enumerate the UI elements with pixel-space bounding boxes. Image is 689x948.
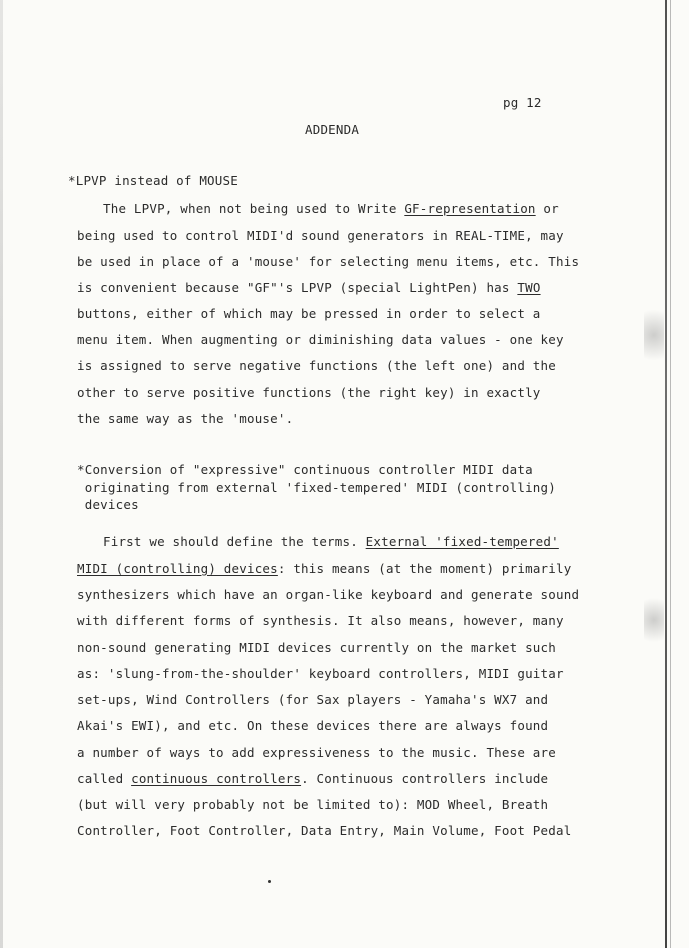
section1-title: *LPVP instead of MOUSE [68, 173, 238, 188]
scan-speckle [644, 590, 664, 650]
paragraph-line [103, 201, 559, 216]
paragraph-line: menu item. When augmenting or diminishing data values - one key [77, 332, 564, 347]
line-text: The LPVP, when not being used to Write [103, 201, 405, 216]
underlined-term: GF-representation [404, 201, 536, 216]
underlined-term: continuous controllers [131, 771, 302, 786]
paragraph-line: being used to control MIDI'd sound generators in REAL-TIME, may [77, 228, 564, 243]
underlined-term: External 'fixed-tempered' [365, 534, 559, 549]
paragraph-line: Controller, Foot Controller, Data Entry, Main Volume, Foot Pedal [77, 823, 572, 838]
paragraph-line: (but will very probably not be limited to): MOD Wheel, Breath [77, 797, 549, 812]
paragraph-line [77, 280, 541, 295]
line-text: is convenient because "GF"'s LPVP (special LightPen) has [77, 280, 518, 295]
paragraph-line: is assigned to serve negative functions (the left one) and the [77, 358, 556, 373]
paragraph-line [77, 771, 548, 786]
underlined-term: MIDI (controlling) devices [77, 561, 278, 576]
paragraph-line: be used in place of a 'mouse' for selecting menu items, etc. This [77, 254, 580, 269]
scan-dot [268, 880, 271, 883]
page-heading: ADDENDA [305, 122, 360, 137]
paragraph-line [103, 534, 559, 549]
line-text: : this means (at the moment) primarily [277, 561, 572, 576]
paragraph-line: as: 'slung-from-the-shoulder' keyboard controllers, MIDI guitar [77, 666, 564, 681]
line-text: or [535, 201, 559, 216]
paragraph-line [77, 561, 571, 576]
paragraph-line: a number of ways to add expressiveness to the music. These are [77, 745, 556, 760]
paragraph-line: with different forms of synthesis. It also means, however, many [77, 613, 564, 628]
paragraph-line: the same way as the 'mouse'. [77, 411, 294, 426]
line-text: . Continuous controllers include [301, 771, 549, 786]
page-number: pg 12 [503, 95, 542, 110]
section2-title-line: devices [77, 497, 139, 512]
section2-title-line: originating from external 'fixed-tempered' MIDI (controlling) [77, 480, 556, 495]
paragraph-line: other to serve positive functions (the right key) in exactly [77, 385, 541, 400]
line-text: First we should define the terms. [103, 534, 366, 549]
scan-speckle [644, 300, 664, 370]
paragraph-line: Akai's EWI), and etc. On these devices there are always found [77, 718, 549, 733]
scan-edge-left [0, 0, 3, 948]
paragraph-line: non-sound generating MIDI devices currently on the market such [77, 640, 556, 655]
scan-edge-right-secondary [670, 0, 671, 948]
paragraph-line: buttons, either of which may be pressed in order to select a [77, 306, 541, 321]
line-text: called [77, 771, 132, 786]
paragraph-line: synthesizers which have an organ-like keyboard and generate sound [77, 587, 580, 602]
paragraph-line: set-ups, Wind Controllers (for Sax players - Yamaha's WX7 and [77, 692, 549, 707]
section2-title-line: *Conversion of "expressive" continuous controller MIDI data [77, 462, 533, 477]
underlined-term: TWO [517, 280, 541, 295]
scan-edge-right [665, 0, 667, 948]
